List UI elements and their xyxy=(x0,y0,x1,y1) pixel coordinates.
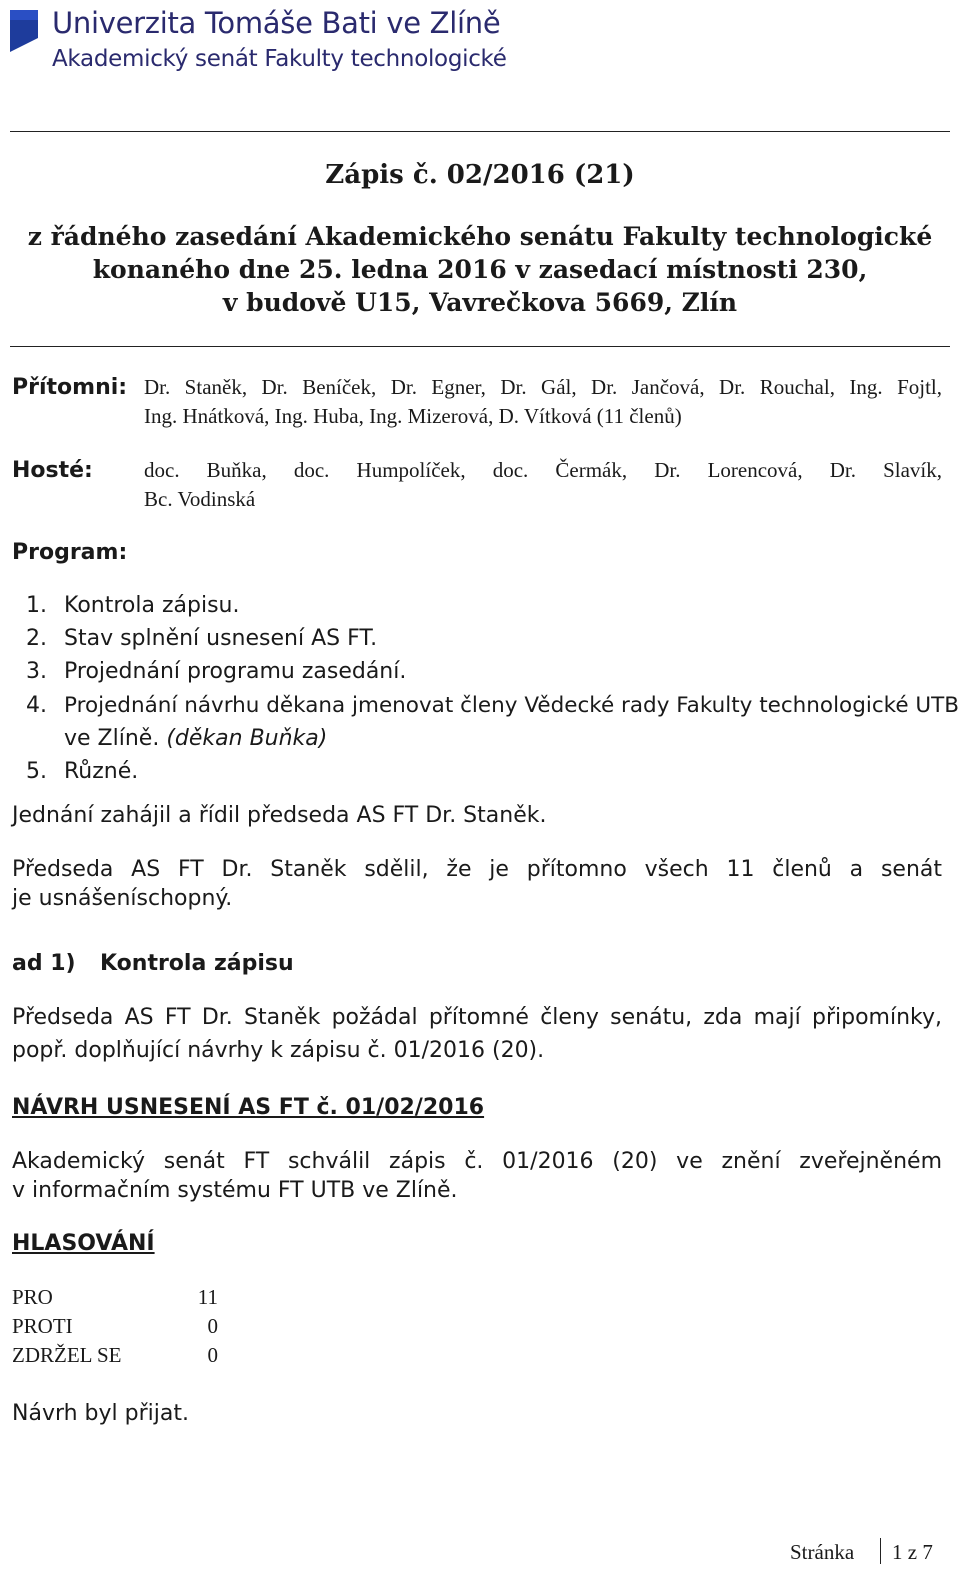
program-item-continuation xyxy=(64,726,327,751)
program-item-text: Stav splnění usnesení AS FT. xyxy=(64,626,378,651)
program-item-cont-text: ve Zlíně. xyxy=(64,726,160,751)
page-number: 1 z 7 xyxy=(892,1540,933,1564)
guests-label: Hosté: xyxy=(12,458,93,483)
senate-name: Akademický senát Fakulty technologické xyxy=(52,46,507,72)
ad1-text-line-1: Předseda AS FT Dr. Staněk požádal přítomné členy senátu, zda mají připomínky, xyxy=(12,1005,942,1030)
program-label: Program: xyxy=(12,540,128,565)
vote-value-for: 11 xyxy=(197,1285,218,1309)
program-item-num: 5. xyxy=(26,759,47,784)
ad1-text-line-2: popř. doplňující návrhy k zápisu č. 01/2016 (20). xyxy=(12,1038,545,1063)
program-item-presenter: (děkan Buňka) xyxy=(166,726,328,751)
guests-list-line-1: doc. Buňka, doc. Humpolíček, doc. Čermák, Dr. Lorencová, Dr. Slavík, xyxy=(144,458,942,482)
header-divider xyxy=(10,131,950,132)
resolution-line-2: v informačním systému FT UTB ve Zlíně. xyxy=(12,1178,458,1203)
vote-value-against: 0 xyxy=(207,1314,218,1338)
title-line-1: z řádného zasedání Akademického senátu Fakulty technologické xyxy=(27,222,933,251)
page-label: Stránka xyxy=(790,1540,855,1564)
present-list-line-2: Ing. Hnátková, Ing. Huba, Ing. Mizerová, D. Vítková (11 členů) xyxy=(144,404,682,428)
minutes-number: Zápis č. 02/2016 (21) xyxy=(325,160,635,190)
voting-heading: HLASOVÁNÍ xyxy=(12,1231,155,1256)
vote-result: Návrh byl přijat. xyxy=(12,1401,189,1426)
quorum-line-2: je usnášeníschopný. xyxy=(12,886,233,911)
vote-label-abstain: ZDRŽEL SE xyxy=(12,1343,122,1367)
footer-separator xyxy=(880,1538,881,1564)
agenda-item-number: ad 1) xyxy=(12,951,76,976)
title-divider xyxy=(10,346,950,347)
program-item-num: 1. xyxy=(26,593,47,618)
opening-statement: Jednání zahájil a řídil předseda AS FT Dr. Staněk. xyxy=(12,803,547,828)
program-item-num: 3. xyxy=(26,659,47,684)
vote-value-abstain: 0 xyxy=(207,1343,218,1367)
vote-label-against: PROTI xyxy=(12,1314,73,1338)
university-logo-icon xyxy=(8,8,42,54)
guests-list-line-2: Bc. Vodinská xyxy=(144,487,256,511)
agenda-item-heading: Kontrola zápisu xyxy=(100,951,294,976)
title-line-2: konaného dne 25. ledna 2016 v zasedací místnosti 230, xyxy=(92,255,868,284)
resolution-heading: NÁVRH USNESENÍ AS FT č. 01/02/2016 xyxy=(12,1095,485,1120)
vote-label-for: PRO xyxy=(12,1285,53,1309)
program-item-text: Projednání návrhu děkana jmenovat členy Vědecké rady Fakulty technologické UTB xyxy=(64,693,960,718)
program-item-text: Projednání programu zasedání. xyxy=(64,659,407,684)
program-item-text: Kontrola zápisu. xyxy=(64,593,240,618)
program-item-text: Různé. xyxy=(64,759,139,784)
program-item-num: 4. xyxy=(26,693,47,718)
resolution-line-1: Akademický senát FT schválil zápis č. 01/2016 (20) ve znění zveřejněném xyxy=(12,1149,942,1174)
quorum-line-1: Předseda AS FT Dr. Staněk sdělil, že je přítomno všech 11 členů a senát xyxy=(12,857,942,882)
title-line-3: v budově U15, Vavrečkova 5669, Zlín xyxy=(222,288,738,317)
program-item-num: 2. xyxy=(26,626,47,651)
university-name: Univerzita Tomáše Bati ve Zlíně xyxy=(52,6,501,40)
present-list-line-1: Dr. Staněk, Dr. Beníček, Dr. Egner, Dr. Gál, Dr. Jančová, Dr. Rouchal, Ing. Fojtl, xyxy=(144,375,942,399)
present-label: Přítomni: xyxy=(12,375,128,400)
